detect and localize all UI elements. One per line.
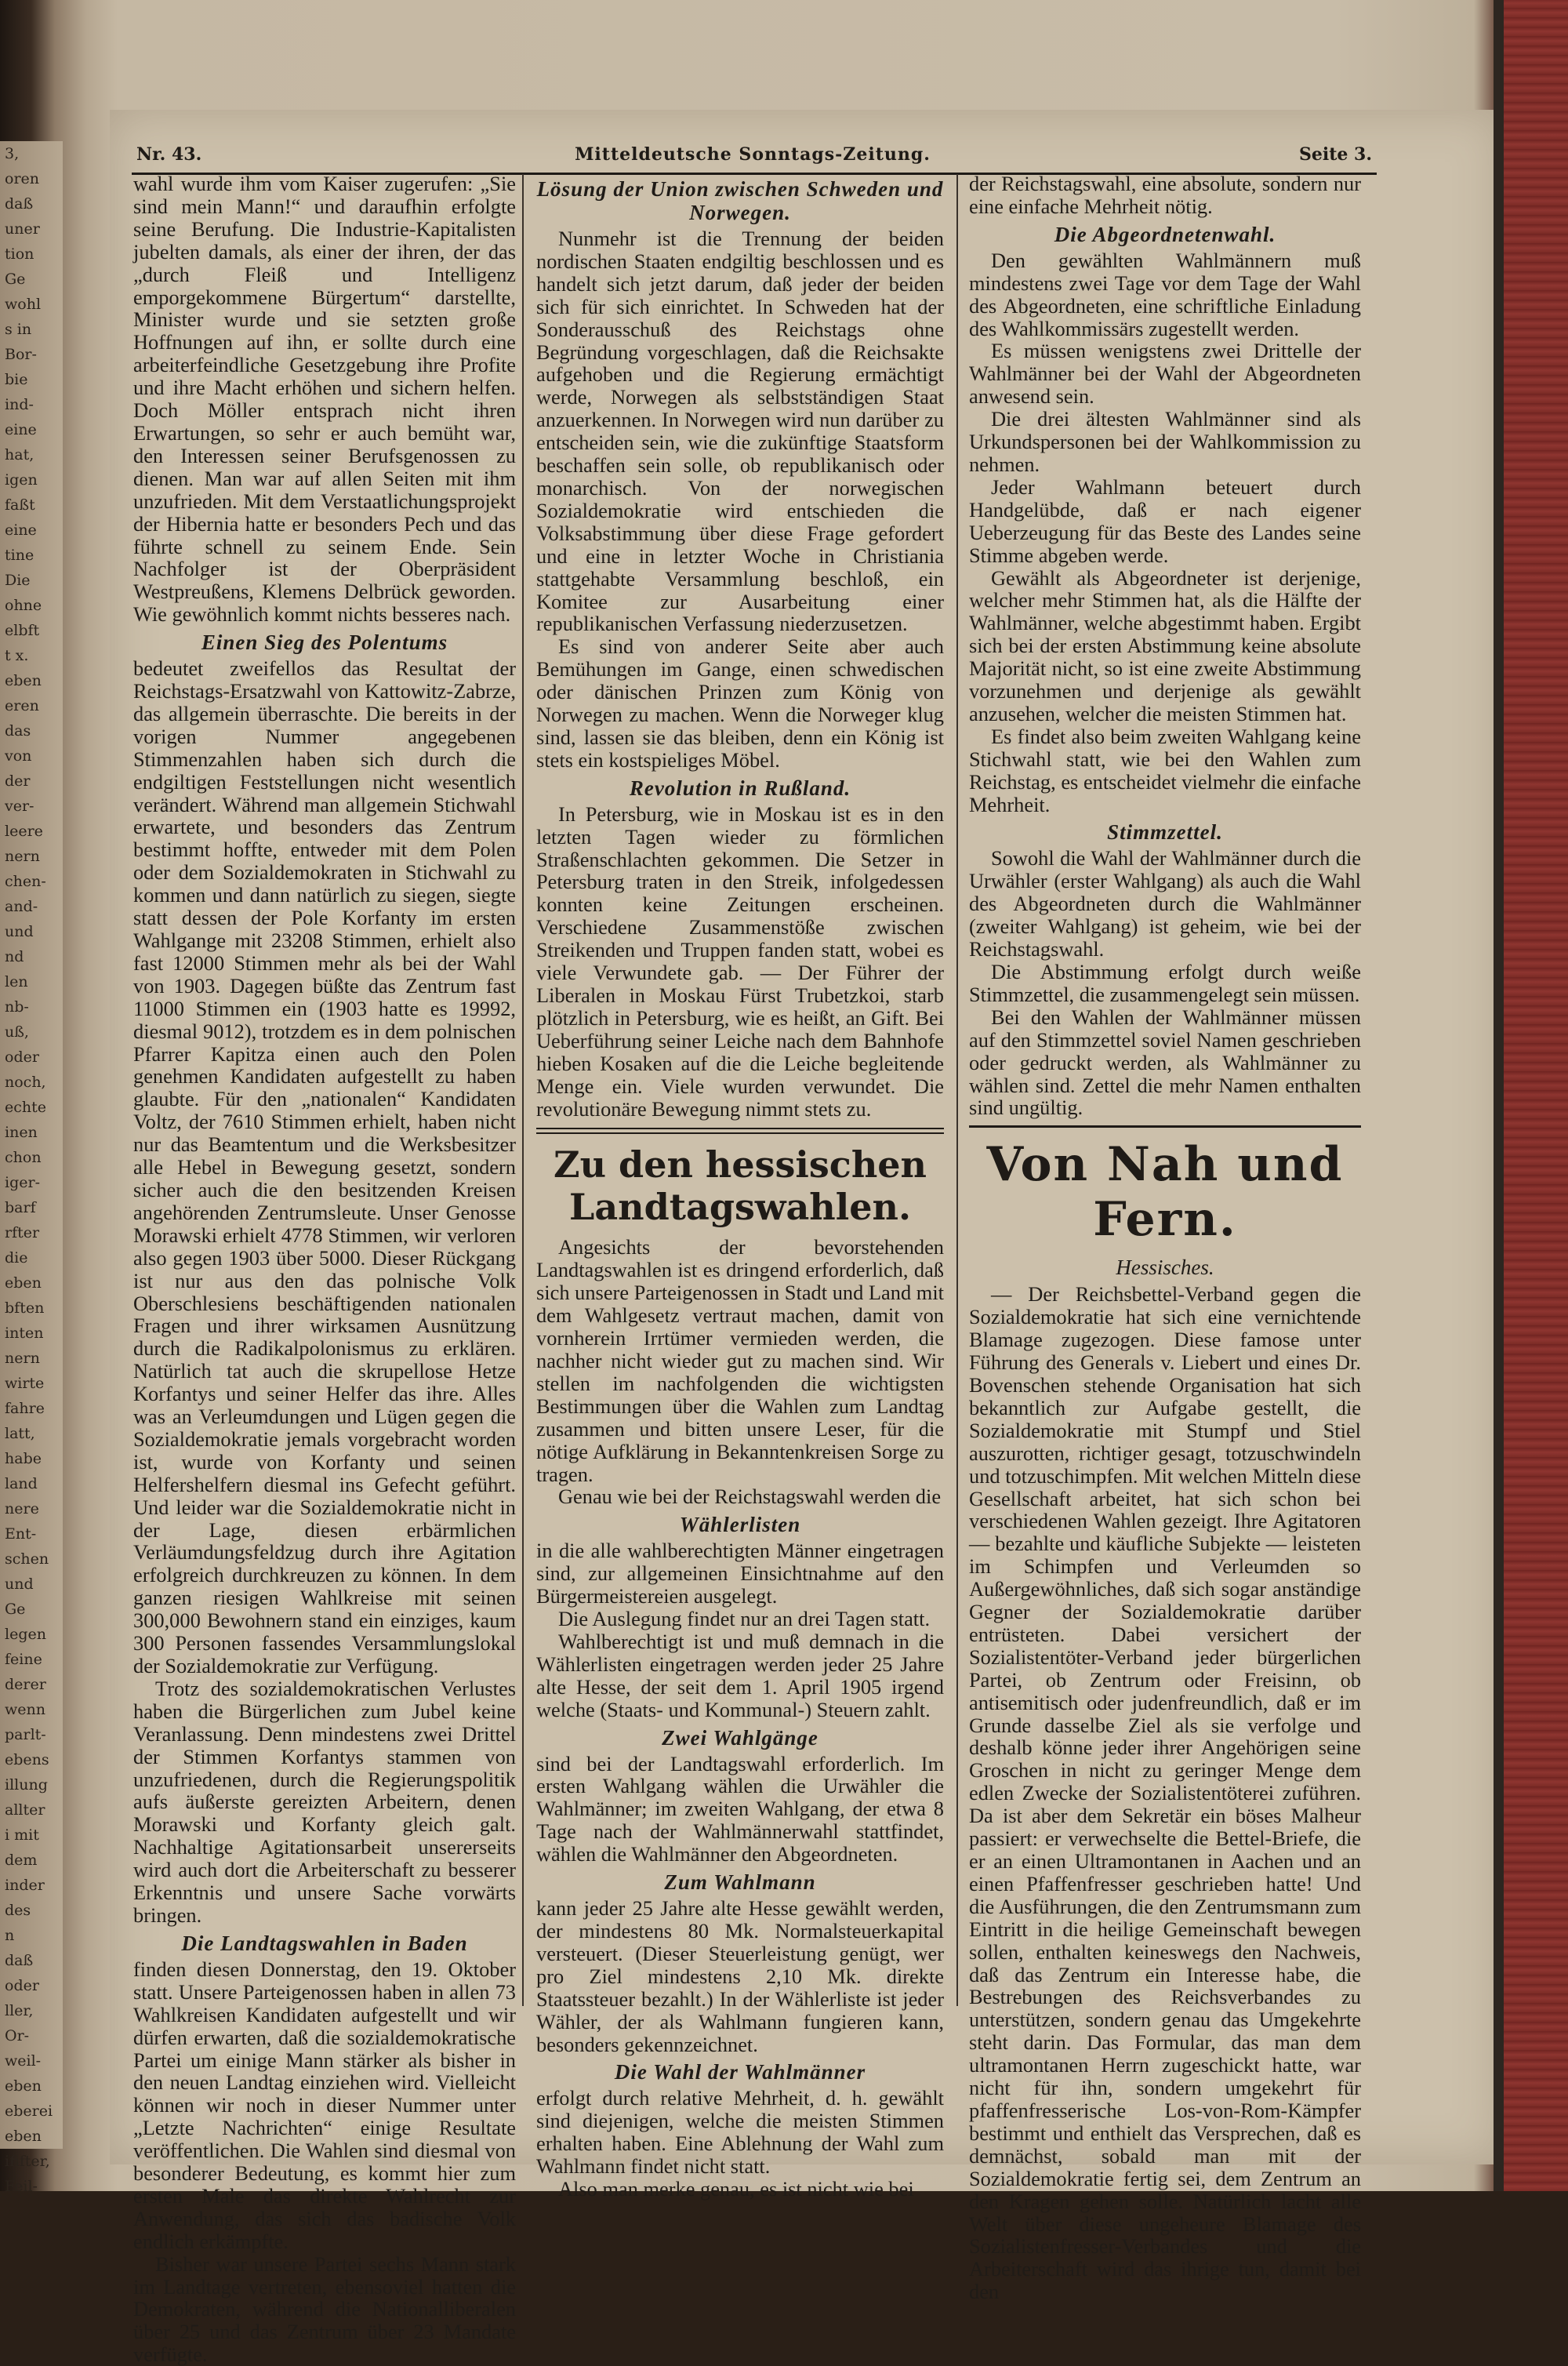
paragraph: Bisher war unsere Partei sechs Mann stark im Landtage vertreten, ebensoviel hatten die Demokraten, während die Nationalliberalen über 25 und das Zentrum über 23 Mandate verfügte. (133, 2252, 516, 2366)
paragraph: Die Abstimmung erfolgt durch weiße Stimmzettel, die zusammengelegt sein müssen. (969, 960, 1361, 1006)
prev-page-fragment: des (5, 1902, 31, 1919)
paragraph: bedeutet zweifellos das Resultat der Reichstags-Ersatzwahl von Kattowitz-Zabrze, das allgemein überraschte. Die bereits in der vorigen Nummer angegebenen Stimmenzahlen haben sich durch die endgiltigen Feststellungen nicht wesentlich verändert. Während man allgemein Stichwahl erwartete, und besonders das Zentrum bestimmt hoffte, entweder mit dem Polen oder dem Sozialdemokraten in Stichwahl zu kommen und dann natürlich zu siegen, siegte statt dessen der Pole Korfanty im ersten Wahlgange mit 23208 Stimmen, erhielt also fast 12000 Stimmen mehr als bei der Wahl von 1903. Dagegen büßte das Zentrum fast 11000 Stimmen ein (1903 hatte es 19992, diesmal 9012), trotzdem es in dem polnischen Pfarrer Kapitza einen auch den Polen genehmen Kandidaten aufgestellt zu haben glaubte. Für den „nationalen“ Kandidaten Voltz, der 7610 Stimmen erhielt, haben nicht nur das Beamtentum und die Werksbesitzer alle Hebel in Bewegung gesetzt, sondern sicher auch die den besitzenden Kreisen angehörenden Zentrumsleute. Unser Genosse Morawski erhielt 4778 Stimmen, wir verloren also gegen 1903 über 5000. Dieser Rückgang ist nur aus den das polnische Volk Oberschlesiens beschäftigenden nationalen Fragen und ihrer wirksamen Ausnützung durch die Radikalpolonismus zu erklären. Natürlich tat auch die skrupellose Hetze Korfantys und seiner Helfer das ihre. Alles was an Verleumdungen und Lügen gegen die Sozialdemokratie jemals vorgebracht worden ist, wurde von Korfanty und seinen Helfershelfern diesmal ins Gefecht geführt. Und leider war die Sozialdemokratie nicht in der Lage, diesen erbärmlichen Verläumdungsfeldzug durch ihre Agitation erfolgreich durchkreuzen zu können. In dem ganzen riesigen Wahlkreise mit seinen 300,000 Bewohnern stand ein einziges, kaum 300 Personen fassendes Versammlungslokal der Sozialdemokratie zur Verfügung. (133, 656, 516, 1677)
prev-page-fragment: faßt (5, 496, 35, 514)
prev-page-fragment: fahre (5, 1400, 45, 1417)
issue-number: Nr. 43. (136, 144, 202, 165)
prev-page-fragment: bften (5, 1299, 45, 1317)
paragraph: Es sind von anderer Seite aber auch Bemühungen im Gange, einen schwedischen oder dänischen Prinzen zum König von Norwegen zu machen. Wenn die Norweger klug sind, lassen sie das bleiben, denn ein König ist stets ein kostspieliges Möbel. (536, 634, 944, 772)
prev-page-fragment: oder (5, 1977, 39, 1994)
prev-page-fragment: Ge (5, 1601, 26, 1618)
paragraph: In Petersburg, wie in Moskau ist es in den letzten Tagen wieder zu förmlichen Straßenschlachten gekommen. Die Setzer in Petersburg traten in den Streik, infolgedessen konnten keine Zeitungen erscheinen. Verschiedene Zusammenstöße zwischen Streikenden und Truppen fanden statt, wobei es viele Verwundete gab. — Der Führer der Liberalen in Moskau Fürst Trubetzkoi, starb plötzlich in Petersburg, wie es heißt, an Gift. Bei Ueberführung seiner Leiche nach dem Bahnhofe hieben Kosaken auf die die Leiche begleitende Menge ein. Viele wurden verwundet. Die revolutionäre Bewegung nimmt stets zu. (536, 801, 944, 1121)
section-subheading: Hessisches. (1116, 1256, 1214, 1280)
prev-page-fragment: nb- (5, 998, 29, 1016)
prev-page-fragment: ver- (5, 798, 34, 815)
paragraph: Sowohl die Wahl der Wahlmänner durch die Urwähler (erster Wahlgang) als auch die Wahl des Abgeordneten durch die Wahlmänner (zweiter Wahlgang) ist geheim, wie bei der Reichstagswahl. (969, 846, 1361, 961)
prev-page-fragment: barf (5, 1199, 36, 1216)
section-separator (536, 1128, 944, 1134)
section-heading: Zwei Wahlgänge (662, 1725, 818, 1750)
prev-page-fragment: eben (5, 672, 42, 689)
prev-page-fragment: und (5, 1576, 34, 1593)
prev-page-fragment: len (5, 973, 28, 990)
prev-page-fragment: feine (5, 1651, 42, 1668)
page-header (133, 144, 1372, 171)
prev-page-fragment: eberei (5, 2103, 53, 2120)
page-number: Seite 3. (1298, 144, 1372, 165)
section-heading: Zum Wahlmann (664, 1870, 816, 1895)
prev-page-fragment: eine (5, 421, 37, 438)
column-2 (536, 173, 944, 2201)
prev-page-fragment: igen (5, 471, 38, 489)
prev-page-fragment: leere (5, 823, 43, 840)
prev-page-fragment: wenn (5, 1701, 45, 1718)
prev-page-fragment: ebens (5, 1751, 49, 1768)
prev-page-fragment: i mit (5, 1826, 39, 1844)
prev-page-fragment: Feil- (5, 2178, 38, 2195)
paragraph: Gewählt als Abgeordneter ist derjenige, welcher mehr Stimmen hat, als die Hälfte der Wahlmänner, welche abgestimmt haben. Ergibt sich bei der ersten Abstimmung keine absolute Majorität nicht, so ist eine zweite Abstimmung vorzunehmen und derjenige als gewählt anzusehen, welcher die meisten Stimmen hat. (969, 565, 1361, 725)
prev-page-fragment: der (5, 772, 31, 790)
paragraph: Die drei ältesten Wahlmänner sind als Urkundspersonen bei der Wahlkommission zu nehmen. (969, 407, 1361, 476)
prev-page-fragment: nd (5, 948, 24, 965)
prev-page-fragment: nern (5, 848, 40, 865)
prev-page-fragment: daß (5, 195, 34, 213)
prev-page-fragment: 3, (5, 145, 20, 162)
prev-page-fragment: n (5, 1927, 15, 1944)
prev-page-fragment: latt, (5, 1425, 35, 1442)
prev-page-fragment: Or- (5, 2027, 30, 2044)
prev-page-fragment: and- (5, 898, 38, 915)
newspaper-title: Mitteldeutsche Sonntags-Zeitung. (575, 144, 931, 165)
prev-page-fragment: iger- (5, 1174, 40, 1191)
paragraph: finden diesen Donnerstag, den 19. Oktober statt. Unsere Parteigenossen haben in allen 73 Wahlkreisen Kandidaten aufgestellt und wir dürfen erwarten, daß die sozialdemokratische Partei um einige Mann stärker als bisher in den neuen Landtag einziehen wird. Vielleicht können wir noch in dieser Nummer unter „Letzte Nachrichten“ einige Resultate veröffentlichen. Die Wahlen sind diesmal von besonderer Bedeutung, es kommt hier zum ersten Male das direkte Wahlrecht zur Anwendung, das sich das badische Volk endlich erkämpfte. (133, 1957, 516, 2253)
paragraph: Es müssen wenigstens zwei Drittelle der Wahlmänner bei der Wahl der Abgeordneten anwesend sein. (969, 339, 1361, 409)
previous-page-edge (0, 141, 63, 2195)
paragraph: Es findet also beim zweiten Wahlgang keine Stichwahl statt, wie bei den Wahlen zum Reichstag, es entscheidet vielmehr die einfache Mehrheit. (969, 724, 1361, 816)
prev-page-fragment: weil- (5, 2052, 42, 2070)
prev-page-fragment: nere (5, 1500, 39, 1517)
prev-page-fragment: s in (5, 321, 32, 338)
section-heading: Die Wahl der Wahlmänner (614, 2060, 866, 2084)
prev-page-fragment: parlt- (5, 1726, 46, 1743)
prev-page-fragment: schen (5, 1550, 49, 1568)
prev-page-fragment: inder (5, 1877, 45, 1894)
prev-page-fragment: chen- (5, 873, 46, 890)
prev-page-fragment: allter (5, 1801, 45, 1819)
prev-page-fragment: Bor- (5, 346, 37, 363)
prev-page-fragment: ller, (5, 2002, 34, 2019)
prev-page-fragment: die (5, 1249, 28, 1267)
prev-page-fragment: ohne (5, 597, 42, 614)
paragraph: Genau wie bei der Reichstagswahl werden die (558, 1485, 942, 1509)
column-rule (522, 174, 524, 2006)
prev-page-fragment: daß (5, 1952, 34, 1969)
paragraph: sind bei der Landtagswahl erforderlich. Im ersten Wahlgang wählen die Urwähler die Wahlmänner; im zweiten Wahlgang, der etwa 8 Tage nach der Wahlmännerwahl stattfindet, wählen die Wahlmänner den Abgeordneten. (536, 1751, 944, 1866)
paragraph: Nunmehr ist die Trennung der beiden nordischen Staaten endgiltig beschlossen und es handelt sich jetzt darum, daß jeder der beiden sich für sich einrichtet. In Schweden hat der Sonderausschuß des Reichstags ohne Begründung vorgeschlagen, daß die Reichsakte aufgehoben und die Regierung ermächtigt werde, Norwegen als selbstständigen Staat anzuerkennen. In Norwegen wird nun darüber zu entscheiden sein, wie die zukünftige Staatsform beschaffen sein solle, ob republikanisch oder monarchisch. Von der norwegischen Sozialdemokratie wird entschieden die Volksabstimmung über diese Frage gefordert und eine in letzter Woche in Christiania stattgehabte Versammlung beschloß, ein Komitee zur Ausarbeitung einer republikanischen Verfassung niederzusetzen. (536, 227, 944, 636)
prev-page-fragment: das (5, 722, 31, 740)
section-heading: Lösung der Union zwischen Schweden und Norwegen. (536, 177, 944, 224)
prev-page-fragment: tion (5, 245, 34, 263)
prev-page-fragment: chon (5, 1149, 42, 1166)
prev-page-fragment: Ent- (5, 1525, 37, 1543)
prev-page-fragment: uner (5, 220, 40, 238)
prev-page-fragment: oren (5, 170, 40, 187)
prev-page-fragment: eben (5, 2077, 42, 2095)
section-headline: Von Nah und Fern. (986, 1137, 1344, 1248)
prev-page-fragment: dem (5, 1852, 38, 1869)
section-heading: Die Landtagswahlen in Baden (181, 1931, 468, 1955)
prev-page-fragment: eben (5, 2128, 42, 2145)
column-1 (133, 173, 516, 2366)
section-heading: Einen Sieg des Polentums (201, 631, 448, 655)
paragraph: der Reichstagswahl, eine absolute, sondern nur eine einfache Mehrheit nötig. (969, 172, 1361, 218)
prev-page-fragment: Die (5, 572, 31, 589)
prev-page-fragment: uß, (5, 1023, 29, 1041)
paragraph: Angesichts der bevorstehenden Landtagswahlen ist es dringend erforderlich, daß sich unsere Parteigenossen in Stadt und Land mit dem Wahlgesetz vertraut machen, damit von vornherein Irrtümer vermieden werden, die nachher nicht wieder gut zu machen sind. Wir stellen im nachfolgenden die wichtigsten Bestimmungen über die Wahlen zum Landtag zusammen und bitten unsere Leser, für die nötige Aufklärung in Bekanntenkreisen Sorge zu tragen. (536, 1235, 944, 1486)
prev-page-fragment: und (5, 923, 34, 940)
section-heading: Die Abgeordnetenwahl. (1054, 222, 1276, 246)
prev-page-fragment: Ge (5, 271, 26, 288)
paragraph: kann jeder 25 Jahre alte Hesse gewählt werden, der mindestens 80 Mk. Normalsteuerkapital versteuert. (Dieser Steuerleistung genügt, wer pro Ziel mindestens 2,10 Mk. direkte Staatssteuer bezahlt.) In der Wählerliste ist jeder Wähler, der als Wahlmann fungieren kann, besonders gekennzeichnet. (536, 1896, 944, 2056)
prev-page-fragment: von (5, 747, 32, 765)
prev-page-fragment: wirte (5, 1375, 45, 1392)
prev-page-fragment: eine (5, 522, 37, 539)
prev-page-fragment: inten (5, 1325, 44, 1342)
prev-page-fragment: tine (5, 547, 34, 564)
column-3 (969, 173, 1361, 2303)
book-binding (1504, 0, 1568, 2191)
prev-page-fragment: legen (5, 1626, 46, 1643)
paragraph: erfolgt durch relative Mehrheit, d. h. gewählt sind diejenigen, welche die meisten Stimmen erhalten haben. Eine Ablehnung der Wahl zum Wahlmann findet nicht statt. (536, 2086, 944, 2179)
prev-page-fragment: habe (5, 1450, 42, 1467)
prev-page-fragment: echte (5, 1099, 47, 1116)
prev-page-fragment: ififter, (5, 2153, 50, 2170)
paragraph: Also man merke genau, es ist nicht wie bei (558, 2177, 914, 2201)
paragraph: wahl wurde ihm vom Kaiser zugerufen: „Sie sind mein Mann!“ und daraufhin erfolgte seine Berufung. Die Industrie-Kapitalisten jubelten damals, als einer der ihren, der das „durch Fleiß und Intelligenz emporgekommene Bürgertum“ darstellte, Minister wurde und sie setzten große Hoffnungen auf ihn, er sollte durch eine arbeiterfeindliche Gesetzgebung ihre Profite und ihre Macht erhöhen und sichern helfen. Doch Möller entsprach nicht ihren Erwartungen, so sehr er auch bemüht war, den Interessen seiner Berufsgenossen zu dienen. Man war auf allen Seiten mit ihm unzufrieden. Mit dem Verstaatlichungsprojekt der Hibernia hatte er besonders Pech und das führte schnell zu seinem Ende. Sein Nachfolger ist der Oberpräsident Westpreußens, Klemens Delbrück geworden. Wie gewöhnlich kommt nichts besseres nach. (133, 172, 516, 627)
paragraph: Jeder Wahlmann beteuert durch Handgelübde, daß er nach eigener Ueberzeugung für das Beste des Landes seine Stimme abgeben werde. (969, 474, 1361, 567)
section-separator (969, 1125, 1361, 1128)
article-headline: Zu den hessischen Landtagswahlen. (554, 1143, 927, 1229)
prev-page-fragment: derer (5, 1676, 46, 1693)
prev-page-fragment: t x. (5, 647, 29, 664)
paragraph: — Der Reichsbettel-Verband gegen die Sozialdemokratie hat sich eine vernichtende Blamage zugezogen. Diese famose unter Führung des Generals v. Liebert und eines Dr. Bovenschen stehende Organisation hat sich bekanntlich zur Aufgabe gestellt, die Sozialdemokratie mit Stumpf und Stiel auszurotten, richtiger gesagt, totzuschwindeln und totzuschimpfen. Mit welchen Mitteln diese Gesellschaft arbeitet, hat sich schon bei verschiedenen Wahlen gezeigt. Ihre Agitatoren — bezahlte und käufliche Subjekte — leisteten im Schimpfen und Verleumden so Außergewöhnliches, daß sich sogar anständige Gegner der Sozialdemokratie darüber entrüsteten. Dabei versichert der Sozialistentöter-Verband jeder bürgerlichen Partei, ob Zentrum oder Freisinn, ob antisemitisch oder judenfreundlich, daß er im Grunde dasselbe Ziel als sie verfolge und deshalb könne jeder ihrer Angehörigen seine Groschen in nicht zu geringer Menge dem edlen Zwecke der Sozialistentöterei zuführen. Da ist aber dem Sekretär ein böses Malheur passiert: er verwechselte die Bettel-Briefe, die er an einen Ultramontanen in Aachen und an einen Pfaffenfresser geschrieben hatte! Und die Ausführungen, die den Zentrumsmann zum Eintritt in die heilige Gemeinschaft bewegen sollen, enthalten keineswegs den Nachweis, daß das Zentrum ein Interesse habe, die Bestrebungen des Reichsverbandes zu unterstützen, sondern genau das Umgekehrte steht darin. Das Formular, das man dem ultramontanen Herrn zugeschickt hatte, war nicht für ihn, sondern umgekehrt für pfaffenfresserische Los-von-Rom-Kämpfer bestimmt und enthielt das Versprechen, daß es demnächst, sobald man mit der Sozialdemokratie fertig sei, dem Zentrum an den Kragen gehen solle. Natürlich lacht alle Welt über diese ungeheure Blamage des Sozialistenfresser-Verbandes und die Arbeiterschaft wird das ihrige tun, damit bei den (969, 1282, 1361, 2304)
paragraph: Wahlberechtigt ist und muß demnach in die Wählerlisten eingetragen werden jeder 25 Jahre alte Hesse, der seit dem 1. April 1905 irgend welche (Staats- und Kommunal-) Steuern zahlt. (536, 1629, 944, 1721)
section-heading: Wählerlisten (679, 1513, 801, 1537)
prev-page-fragment: bie (5, 371, 28, 388)
prev-page-fragment: hat, (5, 446, 34, 463)
prev-page-fragment: noch, (5, 1074, 46, 1091)
prev-page-fragment: ind- (5, 396, 34, 413)
prev-page-fragment: eren (5, 697, 39, 714)
paragraph: Trotz des sozialdemokratischen Verlustes haben die Bürgerlichen zum Jubel keine Veranlassung. Denn mindestens zwei Drittel der Stimmen Korfantys stammen von unzufriedenen, durch die Regierungspolitik aufs äußerste gereizten Arbeitern, denen Morawski und Korfanty gleich galt. Nachhaltige Agitationsarbeit unsererseits wird auch dort die Arbeiterschaft zu besserer Erkenntnis und unsere Sache vorwärts bringen. (133, 1676, 516, 1927)
paragraph: Die Auslegung findet nur an drei Tagen statt. (558, 1607, 931, 1631)
prev-page-fragment: oder (5, 1049, 39, 1066)
prev-page-fragment: elbft (5, 622, 40, 639)
prev-page-fragment: eben (5, 1274, 42, 1292)
prev-page-fragment: land (5, 1475, 38, 1492)
column-rule (956, 174, 958, 2006)
prev-page-fragment: rfter (5, 1224, 40, 1241)
paragraph: Den gewählten Wahlmännern muß mindestens zwei Tage vor dem Tage der Wahl des Abgeordneten, eine schriftliche Einladung des Wahlkommissärs zugestellt werden. (969, 248, 1361, 340)
section-heading: Stimmzettel. (1107, 820, 1223, 845)
prev-page-fragment: illung (5, 1776, 48, 1794)
paragraph: Bei den Wahlen der Wahlmänner müssen auf den Stimmzettel soviel Namen geschrieben oder gedruckt werden, als Wahlmänner zu wählen sind. Zettel die mehr Namen enthalten sind ungültig. (969, 1005, 1361, 1120)
prev-page-fragment: nern (5, 1350, 40, 1367)
prev-page-fragment: inen (5, 1124, 38, 1141)
section-heading: Revolution in Rußland. (629, 776, 851, 800)
paragraph: in die alle wahlberechtigten Männer eingetragen sind, zur allgemeinen Einsichtnahme auf den Bürgermeistereien ausgelegt. (536, 1539, 944, 1608)
prev-page-fragment: wohl (5, 296, 42, 313)
